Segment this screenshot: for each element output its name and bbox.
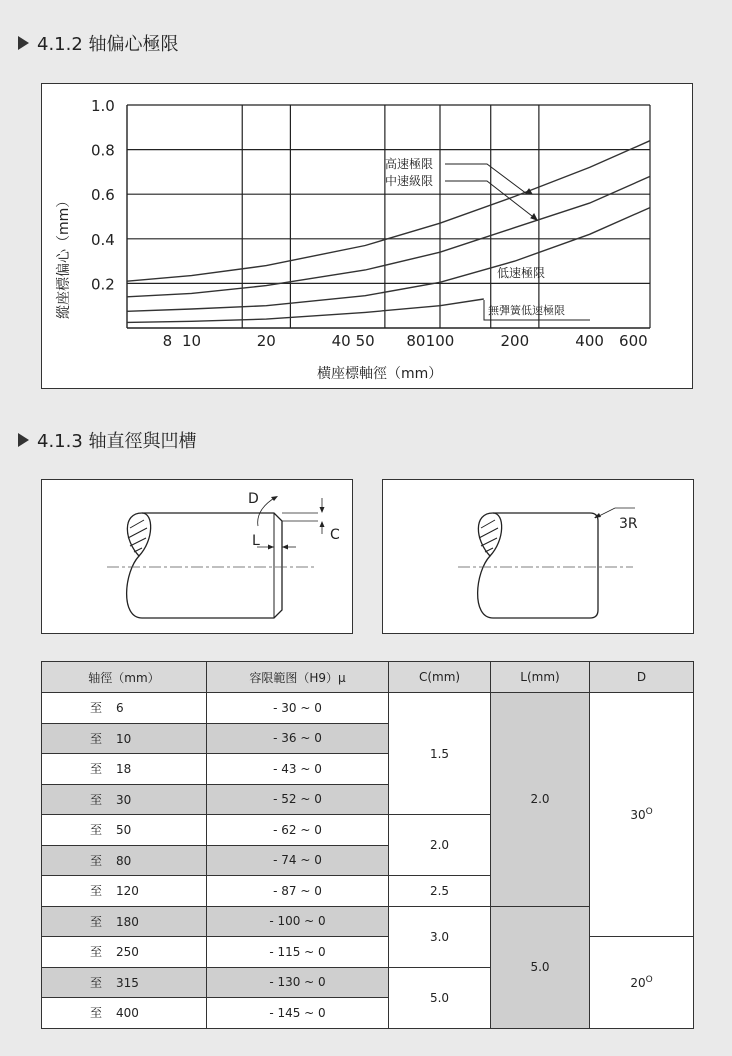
curve-line	[127, 208, 650, 312]
cell-diameter: 至 80	[42, 845, 207, 876]
cell-c: 1.5	[389, 693, 491, 815]
header-tolerance: 容限範图（H9）μ	[207, 662, 389, 693]
cell-tolerance: - 30 ~ 0	[207, 693, 389, 724]
shaft-radius-drawing	[383, 480, 693, 633]
arrow-mid	[531, 214, 537, 220]
curve-line	[127, 299, 484, 322]
x-tick-label: 10	[181, 332, 202, 350]
cell-l: 2.0	[491, 693, 590, 907]
table-row	[42, 937, 694, 968]
cell-c: 2.0	[389, 815, 491, 876]
header-d: D	[590, 662, 694, 693]
cell-c: 5.0	[389, 967, 491, 1028]
shaft-spec-table	[41, 661, 694, 1029]
leader-mid	[445, 181, 532, 216]
label-l: L	[252, 533, 260, 549]
header-l: L(mm)	[491, 662, 590, 693]
section-title-diameter	[18, 427, 197, 453]
cell-d: $20^O$	[590, 937, 694, 1029]
section-title-eccentricity	[18, 30, 179, 56]
cell-c: 3.0	[389, 906, 491, 967]
table-row	[42, 693, 694, 724]
x-tick-label: 8	[162, 332, 173, 350]
cell-diameter: 至 180	[42, 906, 207, 937]
cell-diameter: 至 18	[42, 754, 207, 785]
eccentricity-chart	[42, 84, 692, 388]
x-axis-label: 横座標軸徑（mm）	[317, 366, 443, 382]
y-tick-label: 1.0	[91, 97, 115, 115]
triangle-bullet-icon	[18, 36, 29, 50]
triangle-bullet-icon	[18, 433, 29, 447]
shaft-chamfer-drawing	[42, 480, 352, 633]
x-tick-label: 400	[575, 332, 604, 350]
leader-high	[445, 164, 527, 194]
cell-tolerance: - 145 ~ 0	[207, 998, 389, 1029]
label-3r: 3R	[619, 516, 638, 532]
x-tick-label: 20	[256, 332, 276, 350]
label-high-speed: 高速極限	[385, 157, 434, 171]
cell-tolerance: - 43 ~ 0	[207, 754, 389, 785]
y-tick-label: 0.4	[91, 230, 115, 249]
cell-tolerance: - 100 ~ 0	[207, 906, 389, 937]
x-tick-label: 50	[355, 332, 375, 350]
cell-diameter: 至 250	[42, 937, 207, 968]
label-mid-speed: 中速級限	[385, 174, 434, 188]
cell-diameter: 至 50	[42, 815, 207, 846]
x-tick-label: 40	[331, 332, 351, 350]
table-header-row	[42, 662, 694, 693]
cell-tolerance: - 115 ~ 0	[207, 937, 389, 968]
x-tick-label: 100	[425, 332, 455, 350]
cell-diameter: 至 6	[42, 693, 207, 724]
cell-c: 2.5	[389, 876, 491, 907]
header-diameter: 轴徑（mm）	[42, 662, 207, 693]
radius-diagram-panel	[382, 479, 694, 634]
y-tick-label: 0.8	[91, 141, 115, 160]
cell-diameter: 至 120	[42, 876, 207, 907]
cell-tolerance: - 87 ~ 0	[207, 876, 389, 907]
y-axis-label: 縱座標偏心（mm）	[56, 193, 72, 319]
label-c: C	[330, 527, 340, 543]
chart-panel	[41, 83, 693, 389]
cell-diameter: 至 400	[42, 998, 207, 1029]
cell-tolerance: - 130 ~ 0	[207, 967, 389, 998]
cell-diameter: 至 30	[42, 784, 207, 815]
x-tick-label: 200	[500, 332, 530, 350]
y-tick-label: 0.2	[91, 275, 115, 294]
cell-tolerance: - 36 ~ 0	[207, 723, 389, 754]
x-tick-label: 80	[406, 332, 426, 350]
cell-tolerance: - 62 ~ 0	[207, 815, 389, 846]
chamfer-diagram-panel	[41, 479, 353, 634]
cell-l: 5.0	[491, 906, 590, 1028]
y-tick-label: 0.6	[91, 186, 115, 205]
section-title-text: 4.1.2 轴偏心極限	[37, 34, 179, 55]
label-d: D	[248, 491, 259, 507]
cell-d: $30^O$	[590, 693, 694, 937]
section-title-text: 4.1.3 轴直徑與凹槽	[37, 431, 197, 452]
label-no-spring: 無彈簧低速極限	[488, 304, 565, 317]
cell-tolerance: - 74 ~ 0	[207, 845, 389, 876]
label-low-speed: 低速極限	[497, 266, 546, 280]
cell-diameter: 至 315	[42, 967, 207, 998]
x-tick-label: 600	[619, 332, 648, 350]
cell-tolerance: - 52 ~ 0	[207, 784, 389, 815]
header-c: C(mm)	[389, 662, 491, 693]
cell-diameter: 至 10	[42, 723, 207, 754]
